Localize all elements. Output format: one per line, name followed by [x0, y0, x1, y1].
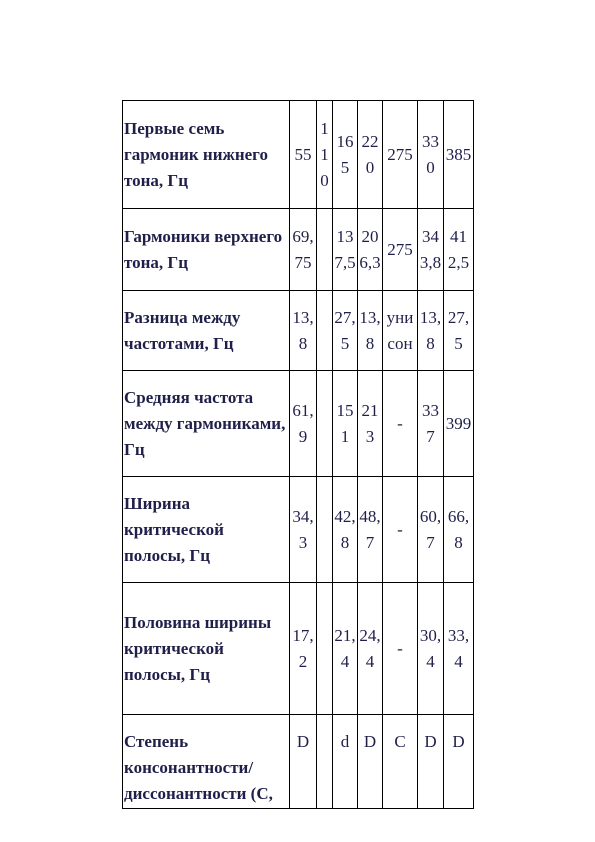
table-cell: 55 [290, 101, 317, 209]
table-cell: 61,9 [290, 371, 317, 477]
table-cell: 151 [333, 371, 358, 477]
row-label-harmonics-upper: Гармоники верхнего тона, Гц [123, 209, 290, 291]
table-row [123, 371, 474, 477]
table-cell: 60,7 [418, 477, 444, 583]
table-cell: 275 [383, 101, 418, 209]
table-cell: 137,5 [333, 209, 358, 291]
table-cell: 33,4 [444, 583, 474, 715]
table-cell: унисон [383, 291, 418, 371]
table-cell: 13,8 [418, 291, 444, 371]
table-cell: 330 [418, 101, 444, 209]
table-cell: 30,4 [418, 583, 444, 715]
harmonics-table [122, 100, 474, 809]
table-row [123, 101, 474, 209]
table-cell: 21,4 [333, 583, 358, 715]
row-label-critical-bandwidth: Ширина критической полосы, Гц [123, 477, 290, 583]
table-cell: 213 [358, 371, 383, 477]
table-cell: - [383, 371, 418, 477]
table-cell: D [290, 715, 317, 809]
table-cell: 69,75 [290, 209, 317, 291]
table-row [123, 291, 474, 371]
row-label-half-critical-bandwidth: Половина ширины критической полосы, Гц [123, 583, 290, 715]
table-cell: 206,3 [358, 209, 383, 291]
table-cell: 66,8 [444, 477, 474, 583]
row-label-harmonics-lower: Первые семь гармоник нижнего тона, Гц [123, 101, 290, 209]
table-cell: d [333, 715, 358, 809]
table-cell: 13,8 [290, 291, 317, 371]
table-cell: D [358, 715, 383, 809]
table-cell: - [383, 583, 418, 715]
row-label-frequency-difference: Разница между частотами, Гц [123, 291, 290, 371]
table-cell: 385 [444, 101, 474, 209]
table-cell: 42,8 [333, 477, 358, 583]
table-cell [317, 583, 333, 715]
table-cell: 24,4 [358, 583, 383, 715]
table-cell: 343,8 [418, 209, 444, 291]
table-row [123, 583, 474, 715]
table-body [123, 101, 474, 809]
table-row [123, 715, 474, 809]
table-cell: C [383, 715, 418, 809]
table-cell [317, 209, 333, 291]
table-cell: 275 [383, 209, 418, 291]
row-label-mean-frequency: Средняя частота между гармониками, Гц [123, 371, 290, 477]
table-cell [317, 477, 333, 583]
table-cell: 48,7 [358, 477, 383, 583]
table-cell: 337 [418, 371, 444, 477]
table-cell: 110 [317, 101, 333, 209]
table-cell: 412,5 [444, 209, 474, 291]
table-cell: D [418, 715, 444, 809]
table-cell: 165 [333, 101, 358, 209]
table-cell: 27,5 [444, 291, 474, 371]
table-row [123, 477, 474, 583]
table-cell: 34,3 [290, 477, 317, 583]
table-cell: 399 [444, 371, 474, 477]
table-cell [317, 291, 333, 371]
table-cell [317, 715, 333, 809]
table-cell: D [444, 715, 474, 809]
row-label-consonance-degree: Степень консонантности/диссонантности (С, [123, 715, 290, 809]
table-cell: 13,8 [358, 291, 383, 371]
table-row [123, 209, 474, 291]
table-cell [317, 371, 333, 477]
table-cell: 27,5 [333, 291, 358, 371]
table-cell: 17,2 [290, 583, 317, 715]
table-cell: 220 [358, 101, 383, 209]
table-cell: - [383, 477, 418, 583]
